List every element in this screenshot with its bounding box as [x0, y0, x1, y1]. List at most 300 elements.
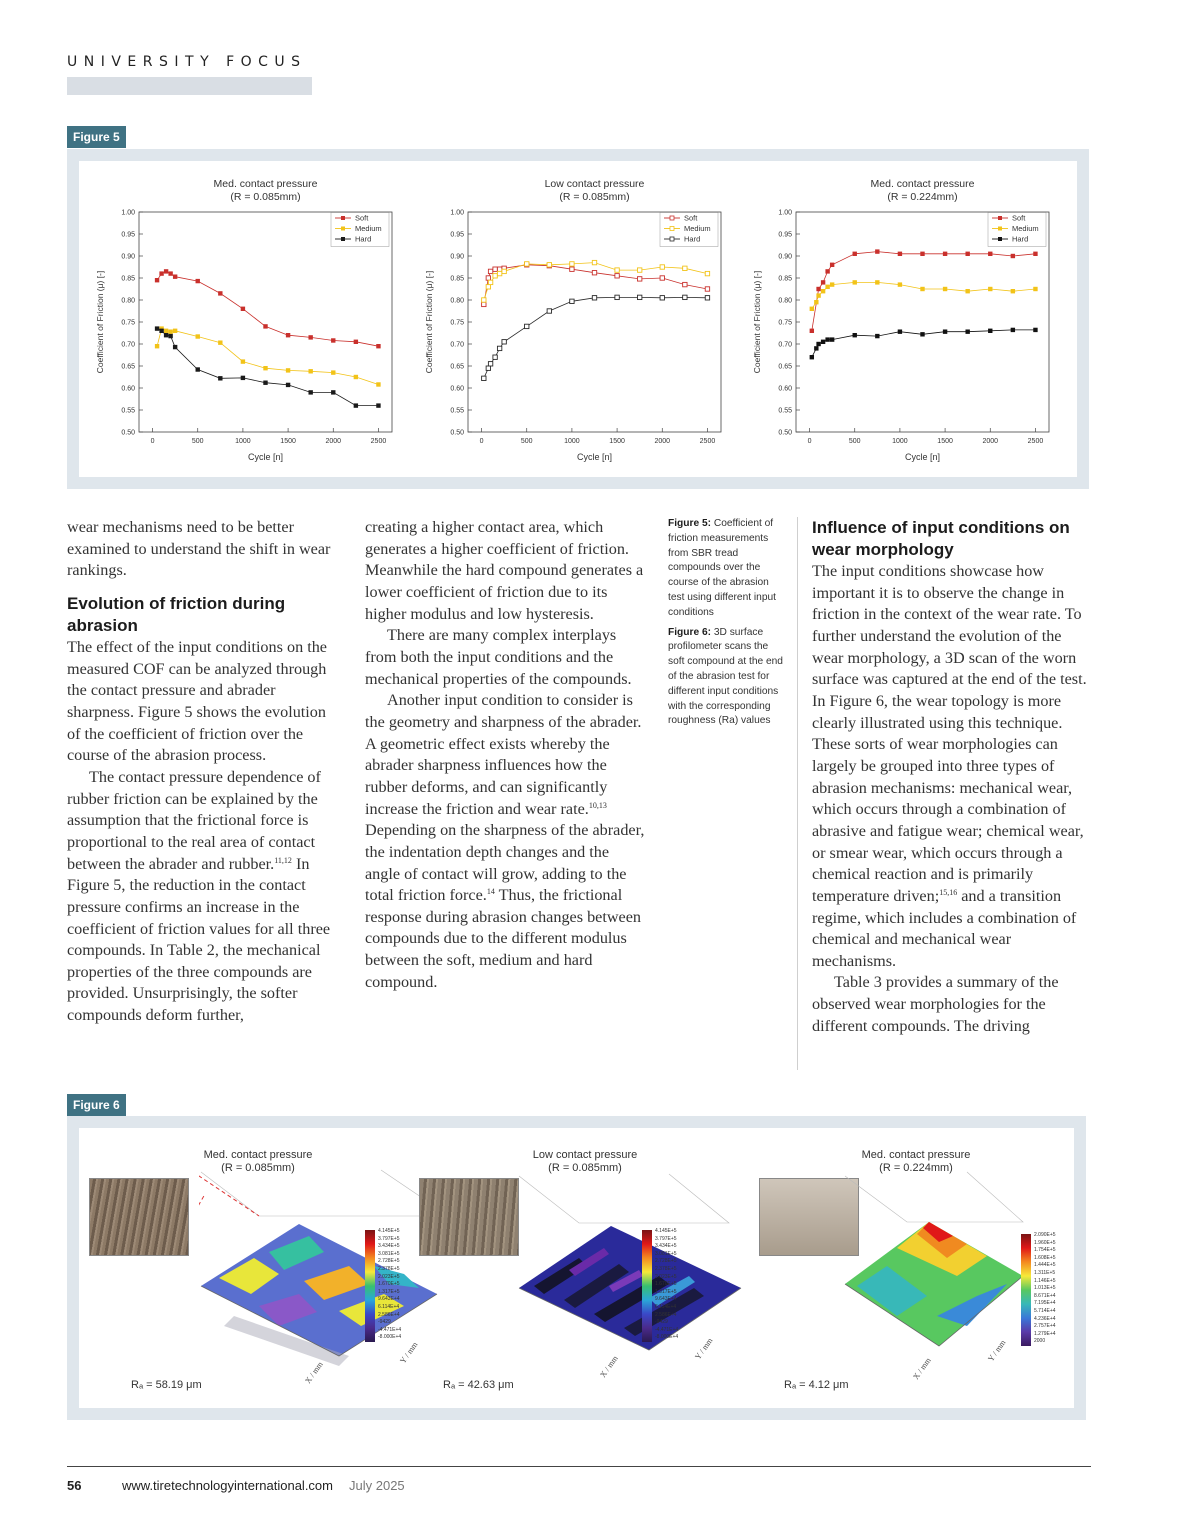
data-point-hard: [376, 403, 380, 407]
data-point-hard: [168, 334, 172, 338]
series-line-hard: [157, 329, 378, 406]
colorbar-label: -9429: [378, 1319, 391, 1326]
column-2: [365, 517, 645, 993]
colorbar-label: 3.797E+5: [655, 1235, 677, 1242]
data-point-medium: [482, 298, 486, 302]
colorbar-label: 2.728E+5: [378, 1258, 400, 1265]
x-tick-label: 2000: [654, 438, 671, 445]
colorbar-label: 3.081E+5: [655, 1250, 677, 1257]
scan3-colorbar-labels: [1034, 1232, 1056, 1346]
y-tick-label: 1.00: [121, 209, 135, 217]
colorbar-label: 1.444E+5: [1034, 1262, 1056, 1269]
data-point-hard: [308, 390, 312, 394]
data-point-hard: [705, 296, 709, 300]
y-tick-label: 0.50: [450, 429, 464, 437]
legend-swatch-marker: [341, 227, 345, 231]
data-point-hard: [331, 390, 335, 394]
scan2-colorbar-labels: [655, 1228, 678, 1342]
colorbar-label: 8.671E+4: [1034, 1292, 1056, 1299]
data-point-soft: [570, 267, 574, 271]
y-tick-label: 0.90: [450, 253, 464, 261]
y-tick-label: 0.90: [121, 253, 135, 261]
scan2-surface-photo: [419, 1178, 519, 1256]
colorbar-label: 1.754E+5: [1034, 1247, 1056, 1254]
data-point-soft: [821, 280, 825, 284]
x-axis-label: Cycle [n]: [576, 452, 613, 462]
data-point-medium: [155, 344, 159, 348]
data-point-medium: [615, 268, 619, 272]
data-point-soft: [637, 277, 641, 281]
data-point-hard: [943, 329, 947, 333]
scan1-colorbar-labels: [378, 1228, 401, 1342]
figure6-panel: [79, 1128, 1074, 1408]
colorbar-label: 7.195E+4: [1034, 1300, 1056, 1307]
col2-p2: There are many complex interplays from both the input conditions and the mechanical properties of the compounds.: [365, 626, 632, 688]
data-point-soft: [660, 276, 664, 280]
data-point-medium: [830, 282, 834, 286]
chart-subtitle: (R = 0.224mm): [887, 191, 958, 203]
y-tick-label: 0.70: [778, 341, 792, 349]
section-bar: [67, 77, 312, 95]
data-point-soft: [218, 291, 222, 295]
figure6-caption: [668, 626, 786, 730]
data-point-soft: [196, 279, 200, 283]
data-point-medium: [810, 307, 814, 311]
colorbar-label: 3.434E+5: [378, 1243, 400, 1250]
col1-p3: [67, 767, 337, 1027]
data-point-medium: [547, 263, 551, 267]
colorbar-label: 1.311E+5: [1034, 1269, 1056, 1276]
data-point-hard: [488, 362, 492, 366]
data-point-soft: [488, 269, 492, 273]
y-tick-label: 0.75: [778, 319, 792, 327]
x-tick-label: 0: [150, 438, 155, 445]
colorbar-label: -4.471E+4: [378, 1326, 402, 1333]
data-point-soft: [482, 302, 486, 306]
x-tick-label: 2500: [699, 438, 716, 445]
data-point-medium: [1033, 287, 1037, 291]
data-point-hard: [1033, 328, 1037, 332]
chart-title: Low contact pressure: [544, 178, 645, 190]
data-point-soft: [493, 267, 497, 271]
colorbar-label: -4.471E+4: [655, 1326, 679, 1333]
colorbar-label: -8.000E+4: [378, 1334, 402, 1341]
data-point-hard: [637, 295, 641, 299]
colorbar-label: 5.714E+4: [1034, 1307, 1056, 1314]
series-line-medium: [157, 329, 378, 385]
heading-evolution-of-friction: Evolution of friction during abrasion: [67, 593, 286, 635]
y-tick-label: 0.60: [778, 385, 792, 393]
x-tick-label: 2500: [1027, 438, 1044, 445]
plot-area: [468, 212, 721, 432]
y-axis-label: Coefficient of Friction (μ) [-]: [752, 270, 762, 374]
data-point-medium: [683, 266, 687, 270]
colorbar-label: 2000: [1034, 1338, 1046, 1345]
col2-p3-text-b: Depending on the sharpness of the abrader, the indentation depth changes and the angle of contact will grow, adding to the total friction force.: [365, 821, 645, 905]
data-point-soft: [920, 252, 924, 256]
figure5-caption-label: Figure 5:: [668, 518, 712, 529]
data-point-medium: [218, 340, 222, 344]
data-point-hard: [853, 333, 857, 337]
data-point-hard: [164, 333, 168, 337]
data-point-soft: [853, 252, 857, 256]
scan2-title-line1: Low contact pressure: [532, 1149, 638, 1161]
data-point-hard: [898, 329, 902, 333]
data-point-medium: [592, 260, 596, 264]
legend-swatch-marker: [998, 216, 1002, 220]
data-point-medium: [376, 382, 380, 386]
data-point-soft: [965, 252, 969, 256]
series-line-medium: [812, 282, 1036, 308]
chart-subtitle: (R = 0.085mm): [559, 191, 630, 203]
scan2-ra: Rₐ = 42.63 μm: [443, 1379, 514, 1391]
colorbar-label: 2.757E+4: [1034, 1323, 1056, 1330]
col1-p1: wear mechanisms need to be better examined to understand the shift in wear rankings.: [67, 518, 331, 580]
legend-label: Medium: [355, 224, 382, 234]
data-point-medium: [331, 370, 335, 374]
data-point-soft: [615, 274, 619, 278]
legend-label: Medium: [684, 224, 711, 234]
svg-text:X / mm: X / mm: [303, 1359, 325, 1386]
x-tick-label: 2000: [982, 438, 999, 445]
legend-swatch-marker: [998, 237, 1002, 241]
data-point-medium: [196, 334, 200, 338]
series-line-hard: [484, 297, 708, 378]
y-tick-label: 0.55: [121, 407, 135, 415]
data-point-soft: [159, 271, 163, 275]
y-tick-label: 0.65: [121, 363, 135, 371]
legend-label: Hard: [684, 234, 701, 244]
data-point-hard: [570, 299, 574, 303]
footer-url[interactable]: www.tiretechnologyinternational.com: [122, 1478, 333, 1493]
data-point-hard: [821, 340, 825, 344]
scan1-ra: Rₐ = 58.19 μm: [131, 1379, 202, 1391]
legend-swatch-marker: [670, 216, 674, 220]
figure5-tag: Figure 5: [67, 126, 126, 148]
data-point-medium: [497, 271, 501, 275]
page-number: 56: [67, 1478, 82, 1493]
svg-text:X / mm: X / mm: [598, 1353, 620, 1380]
x-tick-label: 2500: [370, 438, 387, 445]
colorbar-label: 1.960E+5: [1034, 1239, 1056, 1246]
colorbar-label: 1.670E+5: [655, 1281, 677, 1288]
data-point-hard: [159, 329, 163, 333]
colorbar-label: 1.608E+5: [1034, 1254, 1056, 1261]
data-point-soft: [486, 276, 490, 280]
x-tick-label: 1500: [609, 438, 625, 445]
figure-captions: [668, 517, 786, 734]
data-point-hard: [592, 296, 596, 300]
y-tick-label: 0.55: [778, 407, 792, 415]
y-tick-label: 0.80: [778, 297, 792, 305]
y-tick-label: 0.75: [121, 319, 135, 327]
legend-label: Soft: [1012, 213, 1026, 223]
legend-swatch-marker: [341, 237, 345, 241]
col2-p1: creating a higher contact area, which generates a higher coefficient of friction. Meanwhile the hard compound generates a lower coefficient of friction due to its higher modulus and low hysteresis.: [365, 518, 644, 623]
colorbar-label: 6.114E+4: [655, 1303, 677, 1310]
data-point-hard: [660, 296, 664, 300]
data-point-soft: [988, 252, 992, 256]
scan1-colorbar: [365, 1230, 375, 1342]
data-point-medium: [263, 366, 267, 370]
scan2-colorbar: [642, 1230, 652, 1342]
x-tick-label: 1500: [937, 438, 953, 445]
legend-swatch-marker: [341, 216, 345, 220]
data-point-medium: [943, 287, 947, 291]
data-point-soft: [263, 324, 267, 328]
y-tick-label: 0.95: [778, 231, 792, 239]
colorbar-label: 2.586E+4: [378, 1311, 400, 1318]
data-point-medium: [875, 280, 879, 284]
y-tick-label: 0.85: [778, 275, 792, 283]
colorbar-label: 4.145E+5: [378, 1228, 400, 1234]
colorbar-label: 3.081E+5: [378, 1250, 400, 1257]
x-tick-label: 500: [191, 438, 204, 445]
x-axis-label: Cycle [n]: [904, 452, 941, 462]
data-point-medium: [660, 265, 664, 269]
data-point-hard: [965, 329, 969, 333]
data-point-hard: [241, 376, 245, 380]
colorbar-label: 3.434E+5: [655, 1243, 677, 1250]
svg-text:Y / mm: Y / mm: [986, 1338, 1008, 1364]
data-point-hard: [482, 376, 486, 380]
chart-2: [752, 178, 1049, 462]
colorbar-label: 1.317E+5: [655, 1288, 677, 1295]
data-point-medium: [502, 269, 506, 273]
figure5-caption: [668, 517, 786, 621]
scan1-title-line2: (R = 0.085mm): [221, 1162, 295, 1174]
col4-p1: The input conditions showcase how important it is to observe the change in friction in the context of the wear rate. To further understand the evolution of the wear morphology, a 3D scan of the worn surface was captured at the end of the test.: [812, 562, 1087, 689]
x-tick-label: 0: [479, 438, 484, 445]
data-point-hard: [825, 337, 829, 341]
plot-area: [796, 212, 1049, 432]
data-point-hard: [1011, 328, 1015, 332]
data-point-soft: [592, 271, 596, 275]
data-point-medium: [637, 268, 641, 272]
data-point-hard: [497, 346, 501, 350]
data-point-hard: [218, 376, 222, 380]
scan3-title-line2: (R = 0.224mm): [879, 1162, 953, 1174]
data-point-soft: [241, 307, 245, 311]
col1-p2: The effect of the input conditions on the measured COF can be analyzed through the contact pressure and abrader sharpness. Figure 5 shows the evolution of the coefficient of friction over the course of the abrasion process.: [67, 637, 327, 765]
x-tick-label: 1500: [280, 438, 296, 445]
col4-p3: Table 3 provides a summary of the observed wear morphologies for the different compounds. The driving: [812, 973, 1059, 1035]
data-point-hard: [502, 340, 506, 344]
data-point-hard: [547, 309, 551, 313]
y-tick-label: 0.70: [450, 341, 464, 349]
data-point-hard: [263, 381, 267, 385]
x-tick-label: 1000: [564, 438, 580, 445]
y-tick-label: 0.55: [450, 407, 464, 415]
data-point-hard: [354, 403, 358, 407]
chart-subtitle: (R = 0.085mm): [230, 191, 301, 203]
col1-p3-text-a: The contact pressure dependence of rubber friction can be explained by the assumption that the frictional force is proportional to the real area of contact between the abrader and rubber.: [67, 767, 321, 873]
legend-label: Hard: [355, 234, 372, 244]
figure6-caption-label: Figure 6:: [668, 626, 712, 638]
legend-label: Medium: [1012, 224, 1039, 234]
scan3-surface-plot: [817, 1166, 1037, 1391]
y-tick-label: 0.50: [121, 429, 135, 437]
data-point-medium: [354, 375, 358, 379]
colorbar-label: 1.670E+5: [378, 1281, 400, 1288]
y-tick-label: 0.85: [121, 275, 135, 283]
citation-sup: 10,13: [588, 800, 607, 810]
data-point-soft: [376, 344, 380, 348]
data-point-medium: [241, 359, 245, 363]
legend-swatch-marker: [998, 227, 1002, 231]
data-point-soft: [354, 340, 358, 344]
scan1-surface-photo: [89, 1178, 189, 1256]
data-point-hard: [525, 324, 529, 328]
data-point-medium: [1011, 289, 1015, 293]
data-point-medium: [705, 271, 709, 275]
data-point-medium: [814, 300, 818, 304]
data-point-soft: [816, 287, 820, 291]
heading-influence-of-input-conditions: Influence of input conditions on wear morphology: [812, 518, 1070, 559]
colorbar-label: 9.643E+4: [655, 1296, 677, 1303]
y-tick-label: 0.95: [121, 231, 135, 239]
colorbar-label: 9.643E+4: [378, 1296, 400, 1303]
scan3-title-line1: Med. contact pressure: [861, 1149, 971, 1161]
y-tick-label: 0.60: [121, 385, 135, 393]
citation-sup: 11,12: [274, 855, 292, 865]
colorbar-label: -8.000E+4: [655, 1334, 679, 1341]
data-point-medium: [570, 262, 574, 266]
y-tick-label: 0.80: [121, 297, 135, 305]
data-point-soft: [875, 249, 879, 253]
citation-sup: 14: [486, 887, 495, 897]
figure5-panel: [79, 161, 1077, 477]
scan1-title-line1: Med. contact pressure: [203, 1149, 313, 1161]
data-point-medium: [898, 282, 902, 286]
chart-title: Med. contact pressure: [870, 178, 975, 190]
footer-date: July 2025: [349, 1478, 405, 1493]
data-point-soft: [1011, 254, 1015, 258]
scan2-title-line2: (R = 0.085mm): [548, 1162, 622, 1174]
data-point-medium: [308, 369, 312, 373]
colorbar-label: 1.279E+4: [1034, 1330, 1056, 1337]
data-point-hard: [615, 295, 619, 299]
data-point-soft: [155, 278, 159, 282]
series-line-soft: [812, 252, 1036, 331]
col2-p3-text-a: Another input condition to consider is the geometry and sharpness of the abrader. A geometric effect exists whereby the abrader sharpness influences how the rubber deforms, and can significantly increase the friction and wear rate.: [365, 691, 642, 818]
legend-swatch-marker: [670, 237, 674, 241]
x-tick-label: 0: [807, 438, 812, 445]
chart-0: [95, 178, 392, 462]
data-point-medium: [988, 287, 992, 291]
y-tick-label: 0.65: [778, 363, 792, 371]
data-point-soft: [286, 333, 290, 337]
col4-p2-text-a: In Figure 6, the wear topology is more clearly illustrated using this technique. These sorts of wear morphologies can largely be grouped into three types of abrasion mechanisms: mechanical wear, which occurs through a combination of abrasive and fatigue wear; chemical wear, or smear wear, which occurs through a chemical reaction and is primarily temperature driven;: [812, 691, 1084, 905]
scan3-ra: Rₐ = 4.12 μm: [784, 1379, 849, 1391]
y-tick-label: 0.85: [450, 275, 464, 283]
column-1: [67, 517, 337, 1027]
figure5-frame: [67, 149, 1089, 489]
data-point-soft: [830, 263, 834, 267]
data-point-hard: [683, 295, 687, 299]
y-axis-label: Coefficient of Friction (μ) [-]: [95, 270, 105, 374]
y-tick-label: 0.65: [450, 363, 464, 371]
colorbar-label: 6.114E+4: [378, 1303, 400, 1310]
data-point-soft: [943, 252, 947, 256]
col2-p3: [365, 690, 645, 993]
y-tick-label: 0.80: [450, 297, 464, 305]
data-point-medium: [853, 280, 857, 284]
colorbar-label: 1.317E+5: [378, 1288, 400, 1295]
data-point-soft: [497, 267, 501, 271]
citation-sup: 15,16: [939, 887, 958, 897]
y-tick-label: 0.95: [450, 231, 464, 239]
colorbar-label: 2.378E+5: [378, 1265, 400, 1272]
data-point-soft: [810, 329, 814, 333]
caption-divider: [797, 517, 798, 1070]
col4-p2-text-b: and a transition regime, which includes a combination of chemical and mechanical wear mechanisms.: [812, 886, 1077, 970]
data-point-medium: [825, 285, 829, 289]
chart-1: [424, 178, 721, 462]
legend-label: Soft: [684, 213, 698, 223]
x-tick-label: 1000: [235, 438, 251, 445]
data-point-medium: [168, 329, 172, 333]
figure5-charts: [79, 161, 1077, 477]
data-point-hard: [988, 329, 992, 333]
y-tick-label: 0.75: [450, 319, 464, 327]
data-point-medium: [920, 287, 924, 291]
colorbar-label: 4.236E+4: [1034, 1315, 1056, 1322]
colorbar-label: 1.013E+5: [1034, 1285, 1056, 1292]
data-point-hard: [196, 367, 200, 371]
figure6-caption-text: 3D surface profilometer scans the soft compound at the end of the abrasion test for different input conditions with the corresponding roughness (Ra) values: [668, 626, 783, 727]
figure6-tag: Figure 6: [67, 1094, 126, 1116]
section-label: UNIVERSITY FOCUS: [67, 54, 307, 70]
legend-swatch-marker: [670, 227, 674, 231]
data-point-hard: [875, 334, 879, 338]
data-point-soft: [705, 287, 709, 291]
data-point-medium: [816, 293, 820, 297]
column-4: [812, 517, 1091, 1037]
colorbar-label: -9429: [655, 1319, 668, 1326]
y-tick-label: 1.00: [450, 209, 464, 217]
data-point-medium: [164, 329, 168, 333]
chart-title: Med. contact pressure: [213, 178, 318, 190]
data-point-hard: [810, 355, 814, 359]
x-tick-label: 500: [848, 438, 861, 445]
data-point-hard: [816, 342, 820, 346]
data-point-hard: [814, 346, 818, 350]
footer-rule: [67, 1466, 1091, 1467]
data-point-hard: [920, 332, 924, 336]
y-tick-label: 0.70: [121, 341, 135, 349]
data-point-medium: [486, 285, 490, 289]
x-tick-label: 2000: [325, 438, 342, 445]
data-point-soft: [331, 338, 335, 342]
data-point-medium: [821, 289, 825, 293]
plot-area: [139, 212, 392, 432]
data-point-medium: [965, 289, 969, 293]
colorbar-label: 3.797E+5: [378, 1235, 400, 1242]
data-point-hard: [486, 366, 490, 370]
data-point-medium: [173, 329, 177, 333]
y-axis-label: Coefficient of Friction (μ) [-]: [424, 270, 434, 374]
data-point-hard: [493, 355, 497, 359]
data-point-hard: [286, 383, 290, 387]
legend-label: Hard: [1012, 234, 1029, 244]
data-point-soft: [173, 274, 177, 278]
x-tick-label: 500: [520, 438, 533, 445]
scan3-colorbar: [1021, 1234, 1031, 1346]
y-tick-label: 0.60: [450, 385, 464, 393]
data-point-medium: [286, 368, 290, 372]
data-point-medium: [488, 280, 492, 284]
